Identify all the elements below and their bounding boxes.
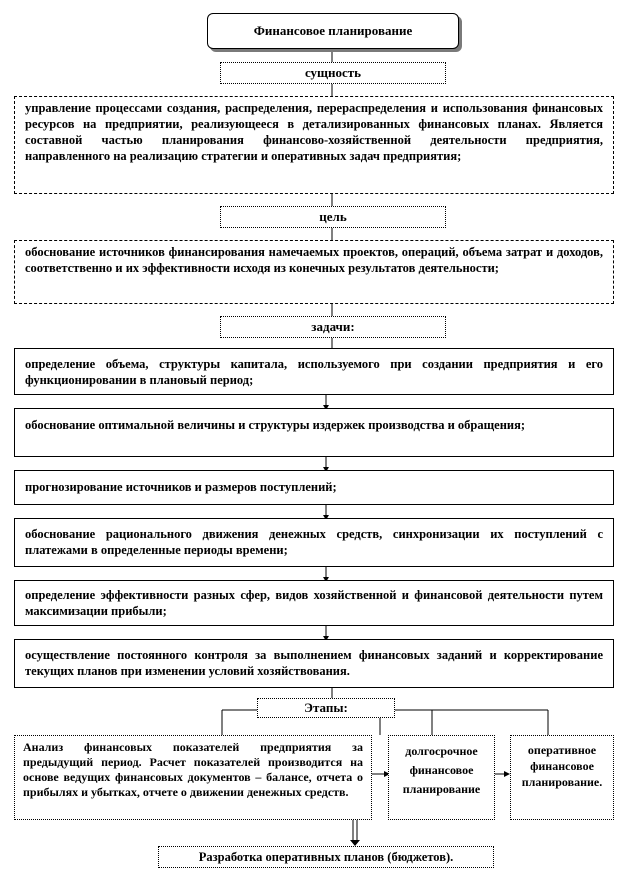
task-text: определение эффективности разных сфер, видов хозяйственной и финансовой деятельности путем максимизации прибыли; <box>25 588 603 618</box>
task-item <box>14 639 614 688</box>
stage-analysis-text: Анализ финансовых показателей предприятия за предыдущий период. Расчет показателей производится на основе ведущих финансовых документов – балансе, отчета о прибылях и убытках, отчете о движении денежных средств. <box>23 740 363 799</box>
task-item <box>14 580 614 626</box>
stage-operative-box <box>510 735 614 820</box>
goal-header: цель <box>319 209 347 224</box>
task-item <box>14 518 614 567</box>
result-box <box>158 846 494 868</box>
task-text: прогнозирование источников и размеров поступлений; <box>25 480 337 494</box>
result-text: Разработка оперативных планов (бюджетов). <box>198 849 454 864</box>
diagram-title: Финансовое планирование <box>253 23 413 38</box>
goal-header-box <box>220 206 446 228</box>
stage-operative-text: оперативное финансовое планирование. <box>521 743 603 789</box>
stages-header-box <box>257 698 395 718</box>
goal-text-box <box>14 240 614 304</box>
stage-longterm-text: долгосрочное финансовое планирование <box>402 744 481 796</box>
task-text: обоснование рационального движения денежных средств, синхронизации их поступлений с платежами в определенные периоды времени; <box>25 527 603 557</box>
stages-header: Этапы: <box>304 700 348 715</box>
task-text: обоснование оптимальной величины и структуры издержек производства и обращения; <box>25 418 526 432</box>
task-text: осуществление постоянного контроля за выполнением финансовых заданий и корректирование текущих планов при изменении условий хозяйствования. <box>25 648 603 678</box>
essence-text: управление процессами создания, распределения, перераспределения и использования финансовых ресурсов на предприятии, реализующееся в детализированных финансовых планах. Является составной частью планирования финансово-хозяйственной деятельности предприятия, направленного на реализацию стратегии и оперативных задач предприятия; <box>25 101 603 163</box>
task-item <box>14 470 614 505</box>
diagram-title-box <box>207 13 459 49</box>
task-text: определение объема, структуры капитала, используемого при создании предприятия и его функционировании в плановый период; <box>25 357 603 387</box>
task-item <box>14 408 614 457</box>
stage-analysis-box <box>14 735 372 820</box>
essence-header: сущность <box>304 65 362 80</box>
tasks-header: задачи: <box>311 319 355 334</box>
tasks-header-box <box>220 316 446 338</box>
essence-text-box <box>14 96 614 194</box>
goal-text: обоснование источников финансирования намечаемых проектов, операций, объема затрат и доходов, соответственно и их эффективности исходя из конечных результатов деятельности; <box>25 245 603 275</box>
task-item <box>14 348 614 395</box>
essence-header-box <box>220 62 446 84</box>
stage-longterm-box <box>388 735 495 820</box>
